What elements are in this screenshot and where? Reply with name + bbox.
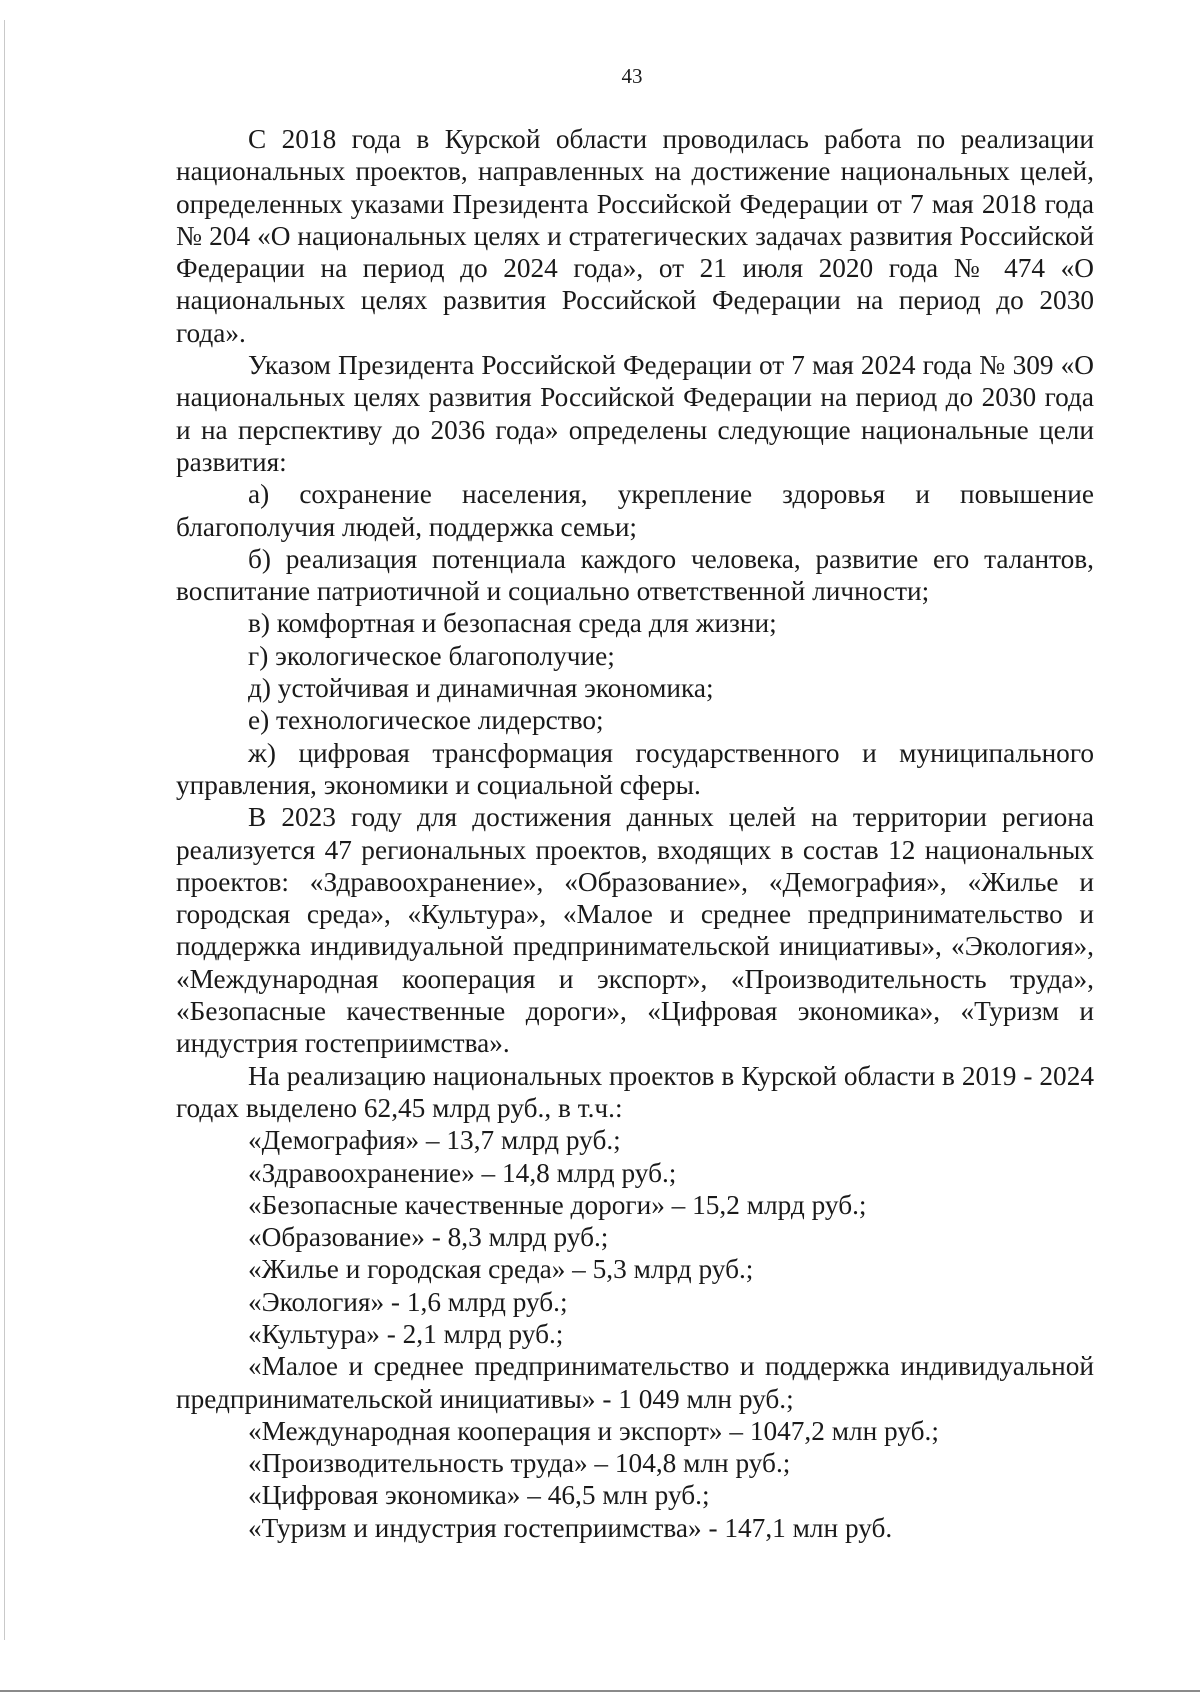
goal-item-g: г) экологическое благополучие;	[248, 640, 615, 671]
goal-item-zh: ж) цифровая трансформация государственного и муниципального управления, экономики и социальной сферы.	[176, 737, 1094, 800]
funding-item-education: «Образование» - 8,3 млрд руб.;	[248, 1222, 609, 1253]
paragraph-funding-total: На реализацию национальных проектов в Курской области в 2019 - 2024 годах выделено 62,45 млрд руб., в т.ч.:	[176, 1060, 1094, 1123]
scan-bottom-edge	[0, 1690, 1200, 1692]
funding-item-productivity: «Производительность труда» – 104,8 млн руб.;	[248, 1448, 791, 1479]
document-body	[176, 123, 1094, 1544]
funding-item-culture: «Культура» - 2,1 млрд руб.;	[248, 1318, 564, 1349]
funding-item-healthcare: «Здравоохранение» – 14,8 млрд руб.;	[248, 1157, 677, 1188]
funding-item-roads: «Безопасные качественные дороги» – 15,2 млрд руб.;	[248, 1189, 867, 1220]
funding-item-digital-economy: «Цифровая экономика» – 46,5 млн руб.;	[248, 1480, 710, 1511]
page-number: 43	[621, 64, 643, 88]
goal-item-a: а) сохранение населения, укрепление здоровья и повышение благополучия людей, поддержка семьи;	[176, 479, 1094, 542]
funding-item-export: «Международная кооперация и экспорт» – 1047,2 млн руб.;	[248, 1415, 939, 1446]
funding-item-ecology: «Экология» - 1,6 млрд руб.;	[248, 1286, 568, 1317]
goal-item-d: д) устойчивая и динамичная экономика;	[248, 673, 714, 704]
paragraph-regional-projects: В 2023 году для достижения данных целей на территории региона реализуется 47 региональных проектов, входящих в состав 12 национальных проектов: «Здравоохранение», «Образование», «Демография», «Жилье и городская среда», «Культура», «Малое и среднее предпринимательство и поддержка индивидуальной предпринимательской инициативы», «Экология», «Международная кооперация и экспорт», «Производительность труда», «Безопасные качественные дороги», «Цифровая экономика», «Туризм и индустрия гостеприимства».	[176, 802, 1094, 1059]
funding-item-demography: «Демография» – 13,7 млрд руб.;	[248, 1125, 621, 1156]
goal-item-e: е) технологическое лидерство;	[248, 705, 604, 736]
goal-item-b: б) реализация потенциала каждого человека, развитие его талантов, воспитание патриотичной и социально ответственной личности;	[176, 543, 1094, 607]
paragraph-decree-309: Указом Президента Российской Федерации от 7 мая 2024 года № 309 «О национальных целях развития Российской Федерации на период до 2030 года и на перспективу до 2036 года» определены следующие национальные цели развития:	[176, 350, 1094, 477]
scan-left-edge	[4, 20, 5, 1640]
goal-item-v: в) комфортная и безопасная среда для жизни;	[248, 608, 777, 639]
funding-item-small-business: «Малое и среднее предпринимательство и поддержка индивидуальной предпринимательской инициативы» - 1 049 млн руб.;	[176, 1351, 1094, 1414]
funding-item-tourism: «Туризм и индустрия гостеприимства» - 147,1 млн руб.	[248, 1512, 893, 1543]
paragraph-national-projects-intro: С 2018 года в Курской области проводилась работа по реализации национальных проектов, направленных на достижение национальных целей, определенных указами Президента Российской Федерации от 7 мая 2018 года № 204 «О национальных целях и стратегических задачах развития Российской Федерации на период до 2024 года», от 21 июля 2020 года № 474 «О национальных целях развития Российской Федерации на период до 2030 года».	[176, 124, 1094, 348]
funding-item-housing: «Жилье и городская среда» – 5,3 млрд руб.;	[248, 1254, 754, 1285]
